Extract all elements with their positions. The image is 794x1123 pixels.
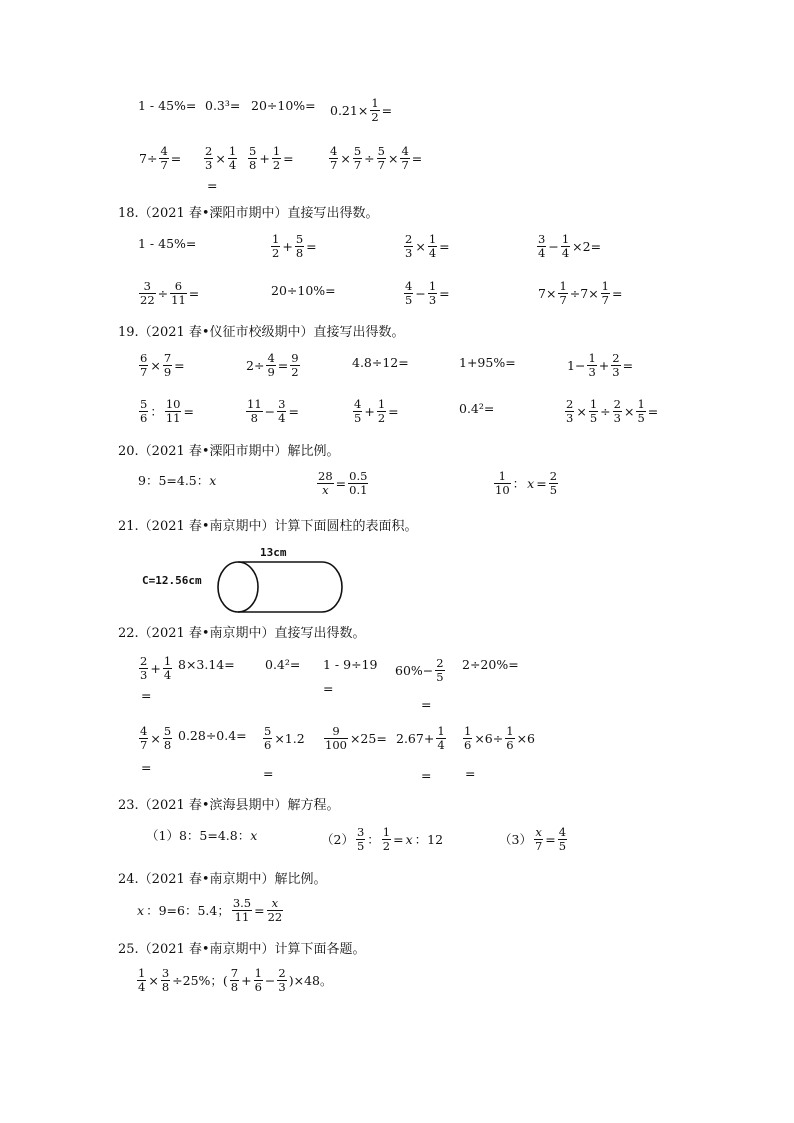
q20-item-3: $\frac{1}{10}$ ： x = $\frac{2}{5}$ bbox=[495, 469, 558, 497]
q25-items: $\frac{1}{4}$ × $\frac{3}{8}$ ÷25%；( $\frac{7}{8}$ + $\frac{1}{6}$ − $\frac{2}{3}$ )×48。 bbox=[138, 966, 333, 994]
equals-sign: = bbox=[207, 178, 218, 193]
equals-sign: = bbox=[465, 766, 476, 781]
q18-item-3: $\frac{2}{3}$ × $\frac{1}{4}$ = bbox=[405, 232, 450, 260]
q22-row2-e: 2.67+ $\frac{1}{4}$ bbox=[396, 724, 445, 752]
q19-item-1: $\frac{6}{7}$ × $\frac{7}{9}$ = bbox=[140, 351, 185, 379]
q19-item-6: $\frac{5}{6}$ ： $\frac{10}{11}$ = bbox=[140, 397, 194, 425]
expr-0-3-cubed: 0.3³= bbox=[205, 98, 241, 113]
q18-item-7: $\frac{4}{5}$ − $\frac{1}{3}$ = bbox=[405, 279, 450, 307]
q22-row2-d: $\frac{9}{100}$ ×25= bbox=[325, 724, 387, 752]
q23-item-1: （1）8：5=4.8：x bbox=[146, 828, 258, 843]
equals-sign: = bbox=[141, 760, 152, 775]
q22-row2-c: $\frac{5}{6}$ ×1.2 bbox=[264, 724, 305, 752]
q19-item-3: 4.8÷12= bbox=[352, 355, 409, 370]
question-22-heading: 22.（2021 春•南京期中）直接写出得数。 bbox=[118, 626, 366, 641]
q22-row1-e: 60%− $\frac{2}{5}$ bbox=[395, 656, 444, 684]
q19-item-2: 2÷ $\frac{4}{9}$ = $\frac{9}{2}$ bbox=[246, 351, 299, 379]
equals-sign: = bbox=[421, 697, 432, 712]
q22-row1-b: 8×3.14= bbox=[178, 657, 235, 672]
circumference-label: C=12.56cm bbox=[142, 574, 202, 587]
q19-item-9: 0.4²= bbox=[459, 401, 495, 416]
cylinder-figure bbox=[140, 542, 360, 618]
expr-1-minus-45pct: 1 - 45%= bbox=[138, 98, 197, 113]
q18-item-2: $\frac{1}{2}$ + $\frac{5}{8}$ = bbox=[272, 232, 317, 260]
q22-row1-c: 0.4²= bbox=[265, 657, 301, 672]
q22-row1-f: 2÷20%= bbox=[462, 657, 519, 672]
equals-sign: = bbox=[323, 681, 334, 696]
question-18-heading: 18.（2021 春•溧阳市期中）直接写出得数。 bbox=[118, 206, 379, 221]
expr-5-8-plus-1-2: $\frac{5}{8}$ + $\frac{1}{2}$ = bbox=[249, 144, 294, 172]
q22-row2-f: $\frac{1}{6}$ ×6÷ $\frac{1}{6}$ ×6 bbox=[464, 724, 535, 752]
q22-row2-a: $\frac{4}{7}$ × $\frac{5}{8}$ bbox=[140, 724, 172, 752]
question-24-heading: 24.（2021 春•南京期中）解比例。 bbox=[118, 872, 327, 887]
expr-0-21-times-half: 0.21× $\frac{1}{2}$ = bbox=[330, 96, 393, 124]
q20-item-1: 9：5=4.5：x bbox=[138, 473, 217, 488]
q24-items: x ：9=6：5.4； $\frac{3.5}{11}$ = $\frac{x}{22}$ bbox=[137, 896, 283, 924]
q22-row2-b: 0.28÷0.4= bbox=[178, 728, 247, 743]
expr-7-div-4-7: 7÷ $\frac{4}{7}$ = bbox=[139, 144, 182, 172]
q20-item-2: $\frac{28}{x}$ = $\frac{0.5}{0.1}$ bbox=[318, 469, 368, 497]
question-19-heading: 19.（2021 春•仪征市校级期中）直接写出得数。 bbox=[118, 325, 405, 340]
equals-sign: = bbox=[263, 766, 274, 781]
expr-2-3-times-1-4: $\frac{2}{3}$ × $\frac{1}{4}$ bbox=[205, 144, 237, 172]
q19-item-10: $\frac{2}{3}$ × $\frac{1}{5}$ ÷ $\frac{2}{3}$ × $\frac{1}{5}$ = bbox=[566, 397, 659, 425]
q22-row1-d: 1 - 9÷19 bbox=[323, 657, 378, 672]
q23-item-3: （3） $\frac{x}{7}$ = $\frac{4}{5}$ bbox=[499, 825, 567, 853]
q23-item-2: （2） $\frac{3}{5}$ ： $\frac{1}{2}$ = x ：12 bbox=[321, 825, 444, 853]
question-23-heading: 23.（2021 春•滨海县期中）解方程。 bbox=[118, 798, 340, 813]
q19-item-7: $\frac{11}{8}$ − $\frac{3}{4}$ = bbox=[247, 397, 299, 425]
q18-item-6: 20÷10%= bbox=[271, 283, 336, 298]
expr-20-div-10pct: 20÷10%= bbox=[251, 98, 316, 113]
q18-item-1: 1 - 45%= bbox=[138, 236, 197, 251]
q18-item-5: $\frac{3}{22}$ ÷ $\frac{6}{11}$ = bbox=[140, 279, 200, 307]
q19-item-8: $\frac{4}{5}$ + $\frac{1}{2}$ = bbox=[354, 397, 399, 425]
equals-sign: = bbox=[421, 768, 432, 783]
q19-item-5: 1− $\frac{1}{3}$ + $\frac{2}{3}$ = bbox=[567, 351, 634, 379]
expr-fraction-chain: $\frac{4}{7}$ × $\frac{5}{7}$ ÷ $\frac{5}{7}$ × $\frac{4}{7}$ = bbox=[330, 144, 423, 172]
question-21-heading: 21.（2021 春•南京期中）计算下面圆柱的表面积。 bbox=[118, 519, 418, 534]
question-20-heading: 20.（2021 春•溧阳市期中）解比例。 bbox=[118, 444, 340, 459]
q22-row1-a: $\frac{2}{3}$ + $\frac{1}{4}$ bbox=[140, 654, 172, 682]
q19-item-4: 1+95%= bbox=[459, 355, 516, 370]
equals-sign: = bbox=[141, 688, 152, 703]
cylinder-length-label: 13cm bbox=[260, 546, 287, 559]
q18-item-4: $\frac{3}{4}$ − $\frac{1}{4}$ ×2= bbox=[538, 232, 602, 260]
question-25-heading: 25.（2021 春•南京期中）计算下面各题。 bbox=[118, 942, 366, 957]
q18-item-8: 7× $\frac{1}{7}$ ÷7× $\frac{1}{7}$ = bbox=[538, 279, 623, 307]
